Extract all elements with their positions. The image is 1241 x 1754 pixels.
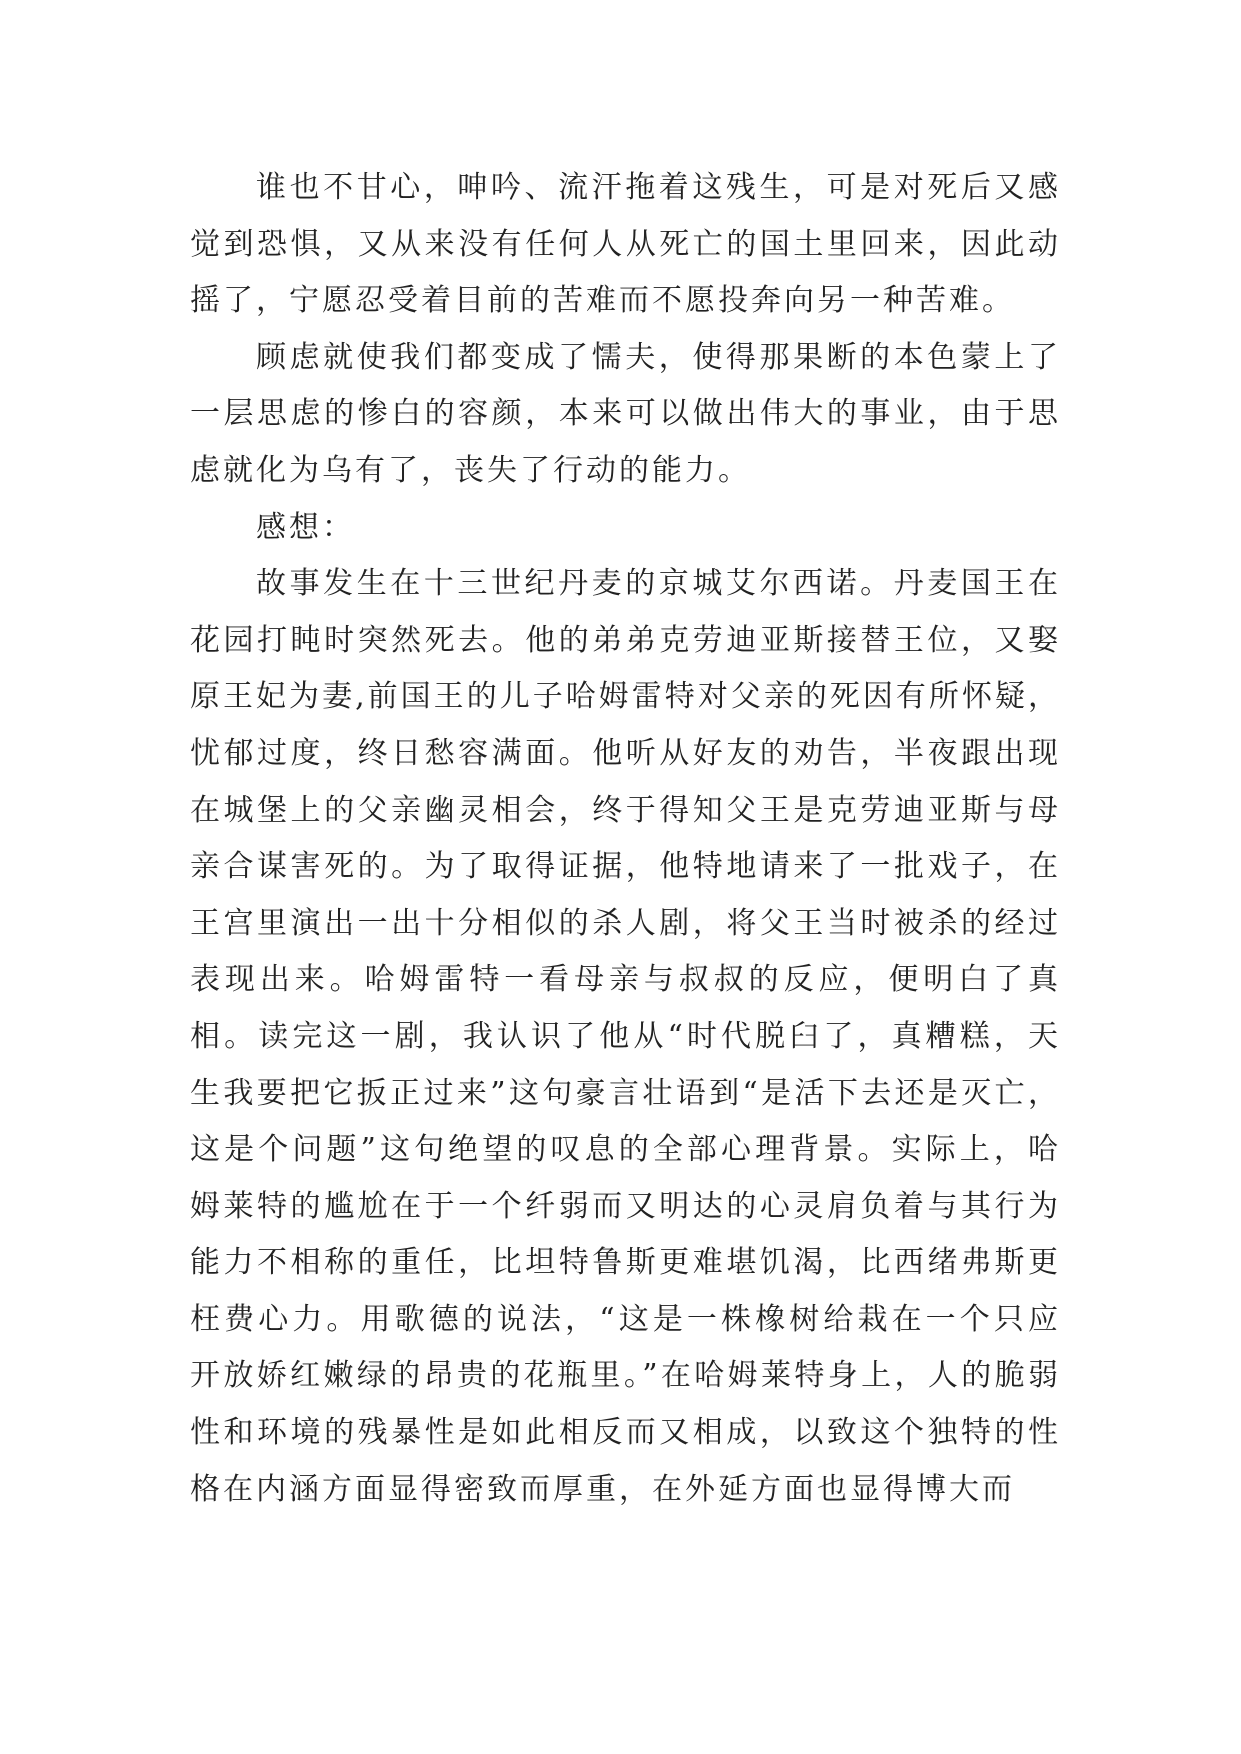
- paragraph-heading-reflection: 感想：: [256, 509, 355, 545]
- paragraph-3: 故事发生在十三世纪丹麦的京城艾尔西诺。丹麦国王在花园打盹时突然死去。他的弟弟克劳迪亚斯接替王位，又娶原王妃为妻,前国王的儿子哈姆雷特对父亲的死因有所怀疑，忧郁过度，终日愁容满面。他听从好友的劝告，半夜跟出现在城堡上的父亲幽灵相会，终于得知父王是克劳迪亚斯与母亲合谋害死的。为了取得证据，他特地请来了一批戏子，在王宫里演出一出十分相似的杀人剧，将父王当时被杀的经过表现出来。哈姆雷特一看母亲与叔叔的反应，便明白了真相。读完这一剧，我认识了他从“时代脱臼了，真糟糕，天生我要把它扳正过来”这句豪言壮语到“是活下去还是灭亡，这是个问题”这句绝望的叹息的全部心理背景。实际上，哈姆莱特的尴尬在于一个纤弱而又明达的心灵肩负着与其行为能力不相称的重任，比坦特鲁斯更难堪饥渴，比西绪弗斯更枉费心力。用歌德的说法，“这是一株橡树给栽在一个只应开放娇红嫩绿的昂贵的花瓶里。”在哈姆莱特身上，人的脆弱性和环境的残暴性是如此相反而又相成，以致这个独特的性格在内涵方面显得密致而厚重，在外延方面也显得博大而: [190, 566, 1061, 1507]
- paragraph-1: 谁也不甘心，呻吟、流汗拖着这残生，可是对死后又感觉到恐惧，又从来没有任何人从死亡的国土里回来，因此动摇了，宁愿忍受着目前的苦难而不愿投奔向另一种苦难。: [190, 170, 1061, 319]
- document-body: [190, 160, 1061, 1518]
- paragraph-2: 顾虑就使我们都变成了懦夫，使得那果断的本色蒙上了一层思虑的惨白的容颜，本来可以做出伟大的事业，由于思虑就化为乌有了，丧失了行动的能力。: [190, 339, 1061, 488]
